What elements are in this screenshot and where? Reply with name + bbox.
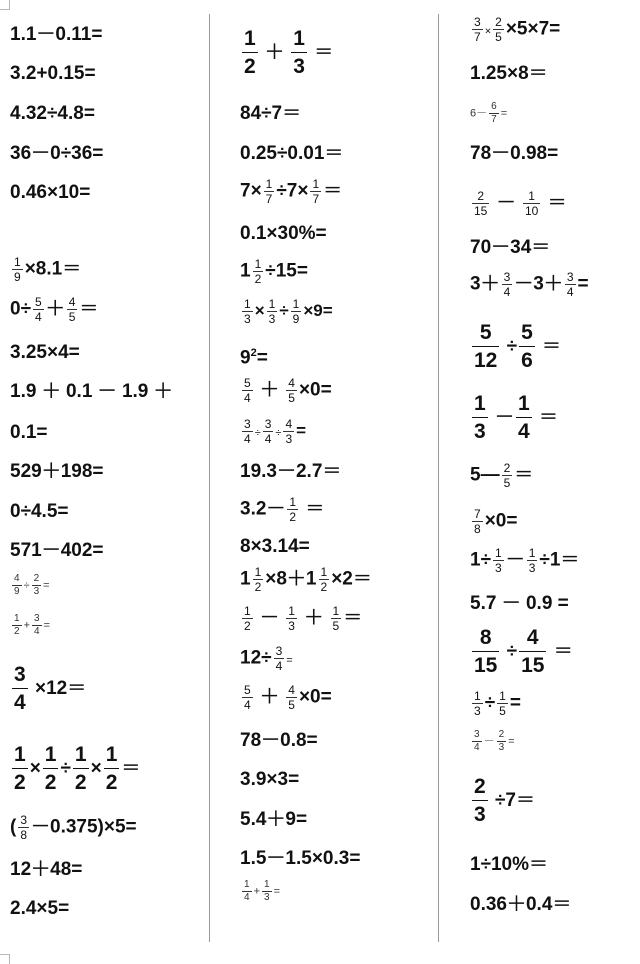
expression: 5.7 － 0.9 = [470,593,569,614]
expression: 3.2－ $\frac{1}{2}$ ＝ [240,495,325,524]
fraction: $\frac{1}{3}$ [293,27,305,79]
expression: $\frac{2}{3}$ ÷7＝ [474,775,535,827]
fraction: $\frac{3}{4}$ [244,417,251,446]
expression: 5— $\frac{2}{5}$ ＝ [470,461,534,490]
expression: 8×3.14= [240,536,310,557]
fraction: $\frac{5}{6}$ [521,321,533,373]
expression: 3.9×3= [240,769,300,790]
expression: 19.3－2.7＝ [240,461,342,482]
fraction: $\frac{1}{2}$ [74,743,87,795]
expression: 3.2+0.15= [10,63,96,84]
expression: 1 $\frac{1}{2}$ ÷15= [240,257,308,286]
expression: $\frac{1}{4}$ + $\frac{1}{3}$ = [244,879,280,903]
fraction: $\frac{3}{4}$ [474,729,480,753]
fraction: $\frac{3}{4}$ [503,270,511,299]
expression: 3.25×4= [10,342,80,363]
fraction: $\frac{4}{9}$ [14,573,20,597]
expression: 1÷10%＝ [470,854,549,875]
fraction: $\frac{8}{15}$ [474,626,498,678]
fraction: $\frac{6}{7}$ [491,101,497,125]
fraction: $\frac{1}{2}$ [14,613,20,637]
fraction: $\frac{3}{4}$ [566,270,574,299]
fraction: $\frac{1}{3}$ [288,604,295,633]
fraction: $\frac{1}{2}$ [320,565,328,594]
fraction: $\frac{1}{2}$ [105,743,118,795]
fraction: $\frac{1}{9}$ [292,297,300,326]
expression: 0÷4.5= [10,501,69,522]
fraction: $\frac{1}{4}$ [244,879,250,903]
expression: 529＋198= [10,461,104,482]
expression: 1 $\frac{1}{2}$ ×8＋1 $\frac{1}{2}$ ×2＝ [240,565,372,594]
expression: 6－ $\frac{6}{7}$ = [470,101,508,125]
expression: 5.4＋9= [240,809,308,830]
expression: $9^2=$ [240,347,268,369]
expression: $\frac{1}{2}$ － $\frac{1}{3}$ ＋ $\frac{1}{5}$ ＝ [244,604,363,633]
fraction: $\frac{1}{2}$ [254,257,262,286]
fraction: $\frac{2}{5}$ [495,15,502,44]
expression: 78－0.98= [470,143,559,164]
fraction: $\frac{1}{2}$ [289,495,297,524]
fraction: $\frac{2}{3}$ [33,573,40,597]
fraction: $\frac{1}{3}$ [474,689,481,718]
fraction: $\frac{5}{4}$ [35,295,42,324]
page-corner-mark [0,0,10,10]
fraction: $\frac{1}{7}$ [265,177,273,206]
column-divider [209,14,210,942]
page-corner-mark [0,954,10,964]
expression: 0.46×10= [10,182,91,203]
fraction: $\frac{1}{2}$ [244,604,251,633]
fraction: $\frac{1}{2}$ [14,743,26,795]
fraction: $\frac{5}{12}$ [474,321,498,373]
fraction: $\frac{1}{10}$ [524,189,539,218]
fraction: $\frac{1}{9}$ [14,255,21,284]
fraction: $\frac{5}{4}$ [244,376,251,405]
expression: $\frac{2}{15}$ － $\frac{1}{10}$ ＝ [474,189,567,218]
column-divider [438,14,439,942]
expression: $\frac{1}{9}$ ×8.1＝ [14,255,82,284]
expression: $\frac{8}{15}$ ÷ $\frac{4}{15}$ ＝ [474,626,573,678]
expression: 4.32÷4.8= [10,103,95,124]
expression: 7× $\frac{1}{7}$ ÷7× $\frac{1}{7}$ ＝ [240,177,343,206]
expression: 1÷ $\frac{1}{3}$ － $\frac{1}{3}$ ÷1＝ [470,546,580,575]
fraction: $\frac{1}{4}$ [517,392,530,444]
fraction: $\frac{3}{4}$ [34,613,40,637]
expression: 571－402= [10,540,104,561]
expression: 84÷7＝ [240,103,302,124]
expression: 0.1×30%= [240,223,327,244]
fraction: $\frac{1}{2}$ [254,565,262,594]
fraction: $\frac{3}{4}$ [275,644,283,673]
expression: $\frac{3}{4}$ ×12＝ [14,663,87,715]
fraction: $\frac{3}{7}$ [474,15,481,44]
fraction: $\frac{4}{15}$ [521,626,545,678]
fraction: $\frac{4}{5}$ [288,376,295,405]
fraction: $\frac{2}{15}$ [474,189,488,218]
expression: $\frac{1}{2}$ ＋ $\frac{1}{3}$ ＝ [244,27,334,79]
expression: 1.5－1.5×0.3= [240,848,361,869]
expression: $\frac{7}{8}$ ×0= [474,507,518,536]
expression: $\frac{1}{2}$ × $\frac{1}{2}$ ÷ $\frac{1}{2}$ × $\frac{1}{2}$ ＝ [14,743,141,795]
fraction: $\frac{1}{5}$ [332,604,340,633]
fraction: $\frac{1}{3}$ [268,297,276,326]
expression: $\frac{4}{9}$ ÷ $\frac{2}{3}$ = [14,573,50,597]
fraction: $\frac{5}{4}$ [244,683,251,712]
fraction: $\frac{4}{3}$ [285,417,293,446]
fraction: $\frac{3}{8}$ [20,813,28,842]
expression: 12÷ $\frac{3}{4}$ = [240,644,293,673]
fraction: $\frac{1}{2}$ [244,27,256,79]
fraction: $\frac{1}{3}$ [264,879,270,903]
fraction: $\frac{2}{5}$ [503,461,511,490]
fraction: $\frac{1}{7}$ [312,177,320,206]
expression: $\frac{1}{3}$ ÷ $\frac{1}{5}$ = [474,689,521,718]
expression: 0.1= [10,422,48,443]
fraction: $\frac{1}{3}$ [495,546,502,575]
expression: 0÷ $\frac{5}{4}$ ＋ $\frac{4}{5}$ ＝ [10,295,99,324]
fraction: $\frac{1}{3}$ [244,297,251,326]
expression: 0.36＋0.4＝ [470,894,572,915]
fraction: $\frac{2}{3}$ [498,729,505,753]
expression: $\frac{3}{7}$ × $\frac{2}{5}$ ×5×7= [474,15,561,44]
expression: 1.1－0.11= [10,24,103,45]
expression: 70－34＝ [470,237,551,258]
expression: $\frac{5}{4}$ ＋ $\frac{4}{5}$ ×0= [244,376,332,405]
expression: $\frac{3}{4}$ － $\frac{2}{3}$ = [474,729,515,753]
fraction: $\frac{1}{3}$ [474,392,486,444]
expression: 2.4×5= [10,898,70,919]
expression: 36－0÷36= [10,143,104,164]
expression: 1.25×8＝ [470,63,548,84]
fraction: $\frac{3}{4}$ [14,663,26,715]
expression: 12＋48= [10,859,83,880]
fraction: $\frac{1}{3}$ [528,546,536,575]
fraction: $\frac{2}{3}$ [474,775,486,827]
expression: $\frac{5}{4}$ ＋ $\frac{4}{5}$ ×0= [244,683,332,712]
expression: $\frac{1}{3}$ － $\frac{1}{4}$ ＝ [474,392,558,444]
expression: ( $\frac{3}{8}$ －0.375)×5= [10,813,137,842]
expression: 1.9 ＋ 0.1 － 1.9 ＋ [10,381,173,402]
expression: 78－0.8= [240,730,318,751]
expression: $\frac{1}{3}$ × $\frac{1}{3}$ ÷ $\frac{1}{9}$ ×9= [244,297,333,326]
expression: $\frac{1}{2}$ + $\frac{3}{4}$ = [14,613,50,637]
expression: 0.25÷0.01＝ [240,143,344,164]
expression: $\frac{5}{12}$ ÷ $\frac{5}{6}$ ＝ [474,321,562,373]
fraction: $\frac{1}{5}$ [499,689,506,718]
fraction: $\frac{1}{2}$ [44,743,57,795]
fraction: $\frac{7}{8}$ [474,507,481,536]
fraction: $\frac{3}{4}$ [264,417,272,446]
fraction: $\frac{4}{5}$ [68,295,76,324]
expression: $\frac{3}{4}$ ÷ $\frac{3}{4}$ ÷ $\frac{4}{3}$ = [244,417,307,446]
fraction: $\frac{4}{5}$ [288,683,295,712]
expression: 3＋ $\frac{3}{4}$ －3＋ $\frac{3}{4}$ = [470,270,589,299]
